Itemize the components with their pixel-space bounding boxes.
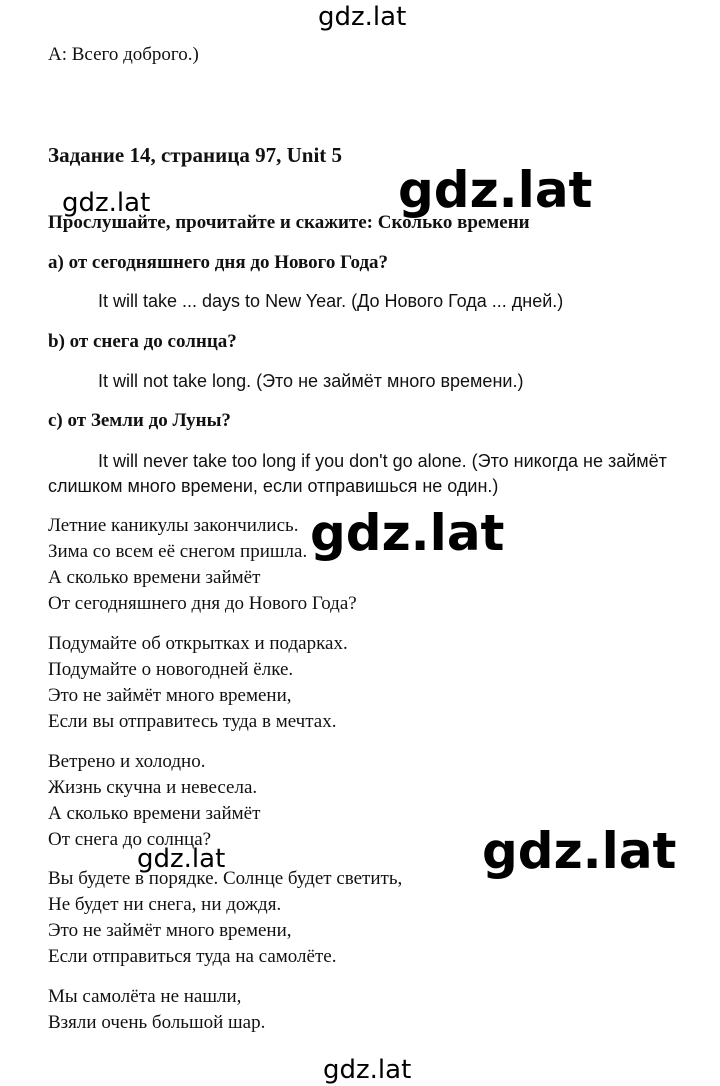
poem-line: Подумайте о новогодней ёлке. [48,659,294,680]
poem-line: А сколько времени займёт [48,567,261,588]
watermark-top: gdz.lat [318,2,407,32]
poem-line: Мы самолёта не нашли, [48,986,242,1007]
question-a-answer: It will take ... days to New Year. (До Нового Года ... дней.) [98,291,564,311]
instruction: Прослушайте, прочитайте и скажите: Сколько времени [48,212,530,233]
watermark-upper-left: gdz.lat [62,188,151,218]
poem-line: Летние каникулы закончились. [48,515,299,536]
question-a-label: a) от сегодняшнего дня до Нового Года? [48,252,389,273]
watermark-lower-left: gdz.lat [137,844,226,874]
poem-line: Вы будете в порядке. Солнце будет светить, [48,868,403,889]
intro-line: A: Всего доброго.) [48,44,199,65]
poem-line: Взяли очень большой шар. [48,1012,266,1033]
task-title: Задание 14, страница 97, Unit 5 [48,143,343,167]
poem-line: Жизнь скучна и невесела. [48,777,258,798]
poem-line: Не будет ни снега, ни дождя. [48,894,282,915]
question-c-answer-line1: It will never take too long if you don't go alone. (Это никогда не займёт [98,451,667,471]
poem-line: Зима со всем её снегом пришла. [48,541,308,562]
watermark-bottom: gdz.lat [323,1055,412,1085]
watermark-middle: gdz.lat [310,504,505,562]
question-c-answer-line2: слишком много времени, если отправишься не один.) [48,476,499,496]
poem-line: Ветрено и холодно. [48,751,206,772]
poem-line: Это не займёт много времени, [48,685,292,706]
poem-line: Если вы отправитесь туда в мечтах. [48,711,337,732]
watermark-lower-right: gdz.lat [482,822,677,880]
poem-line: Если отправиться туда на самолёте. [48,946,337,967]
poem-line: А сколько времени займёт [48,803,261,824]
poem-line: Это не займёт много времени, [48,920,292,941]
question-b-answer: It will not take long. (Это не займёт много времени.) [98,371,524,391]
watermark-upper-center: gdz.lat [398,161,593,219]
question-c-label: c) от Земли до Луны? [48,410,231,431]
poem-line: От снега до солнца? [48,829,212,850]
poem-line: Подумайте об открытках и подарках. [48,633,348,654]
poem-line: От сегодняшнего дня до Нового Года? [48,593,357,614]
question-b-label: b) от снега до солнца? [48,331,237,352]
